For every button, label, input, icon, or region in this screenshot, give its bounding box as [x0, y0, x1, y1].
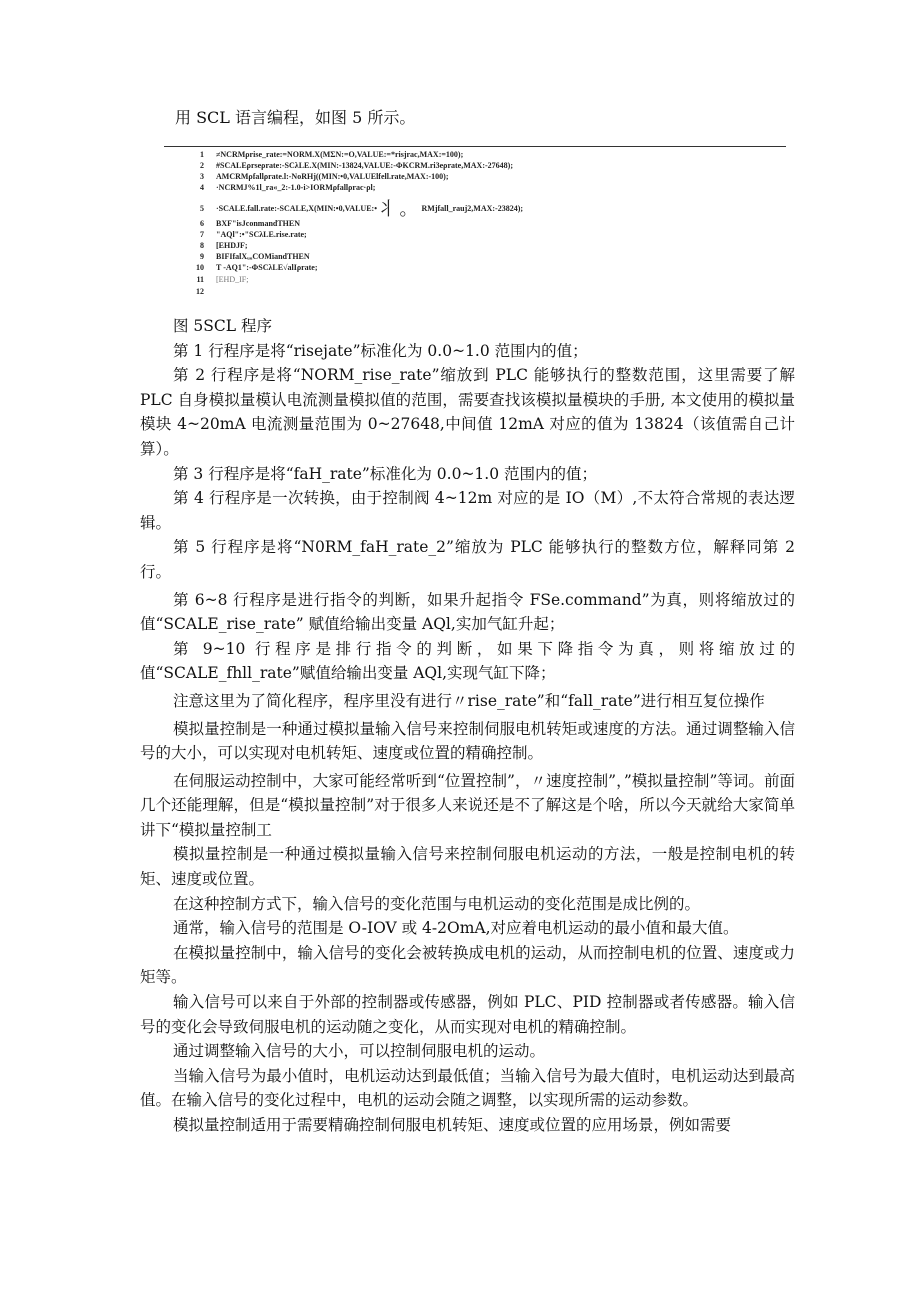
intro-text: 用 SCL 语言编程，如图 5 所示。	[175, 108, 416, 127]
paragraph: 第 6~8 行程序是进行指令的判断，如果升起指令 FSe.command”为真，则将缩放过的值“SCALE_rise_rate” 赋值给输出变量 AQl,实加气缸升起；	[140, 590, 795, 634]
code-line	[190, 274, 248, 286]
paragraph: 第 5 行程序是将“N0RM_faH_rate_2”缩放为 PLC 能够执行的整数方位，解释同第 2 行。	[140, 538, 795, 581]
paragraph: 在这种控制方式下，输入信号的变化范围与电机运动的变化范围是成比例的。	[173, 894, 701, 913]
line-number: 12	[196, 287, 204, 296]
code-line	[190, 182, 375, 194]
code-text: [EHDJF;	[216, 241, 248, 250]
paragraph: 在模拟量控制中，输入信号的变化会被转换成电机的运动，从而控制电机的位置、速度或力矩等。	[140, 943, 795, 987]
line-number: 10	[196, 263, 204, 272]
paragraph: 注意这里为了简化程序，程序里没有进行〃rise_rate”和“fall_rate”进行相互复位操作	[173, 691, 765, 710]
code-text: ·SCALE.fall.rate:-SCALE,X(MIN:•0,VALUE:•	[216, 204, 378, 213]
code-text: BXF"isJconmandTHEN	[216, 219, 301, 228]
figure-caption: 图 5SCL 程序	[173, 317, 272, 335]
paragraph: 模拟量控制是一种通过模拟量输入信号来控制伺服电机转矩或速度的方法。通过调整输入信号的大小，可以实现对电机转矩、速度或位置的精确控制。	[140, 719, 795, 763]
line-number: 1	[200, 150, 204, 159]
paragraph: 第 3 行程序是将“faH_rate”标准化为 0.0~1.0 范围内的值；	[173, 464, 598, 483]
code-divider	[164, 146, 786, 147]
code-text: BIFIfalXᵤᵤCOMiandTHEN	[216, 252, 310, 261]
code-text: #SCALEρrseρrate:-SCλLE.X(MIN:-13824,VALUE:-ΦKCRM.ri3eρrate,MAX:-27648);	[216, 161, 513, 170]
line-number: 9	[200, 252, 204, 261]
paragraph: 第 1 行程序是将“risejate”标准化为 0.0~1.0 范围内的值；	[173, 341, 588, 360]
paragraph: 模拟量控制适用于需要精确控制伺服电机转矩、速度或位置的应用场景，例如需要	[173, 1116, 732, 1134]
line-number: 2	[200, 161, 204, 170]
garbled-glyph: ⺦ 。	[377, 199, 418, 220]
paragraph: 第 9~10 行程序是排行指令的判断，如果下降指令为真，则将缩放过的值“SCALE_fhll_rate”赋值给输出变量 AQl,实现气缸下降；	[140, 639, 795, 683]
code-text: "AQl":•"SCλLE.rise.rate;	[216, 230, 307, 239]
line-number: 5	[200, 204, 204, 213]
paragraph: 输入信号可以来自于外部的控制器或传感器，例如 PLC、PID 控制器或者传感器。输入信号的变化会导致伺服电机的运动随之变化，从而实现对电机的精确控制。	[140, 993, 795, 1036]
paragraph: 通过调整输入信号的大小，可以控制伺服电机的运动。	[173, 1042, 546, 1061]
line-number: 11	[196, 275, 204, 284]
code-text: T -AQ1":-ΦSCλLE√alIρrate;	[216, 263, 318, 272]
paragraph: 第 2 行程序是将“NORM_rise_rate”缩放到 PLC 能够执行的整数范围，这里需要了解 PLC 自身模拟量模认电流测量模拟值的范围，需要查找该模拟量模块的手册, 本文使用的模拟量模块 4~20mA 电流测量范围为 0~27648,中间值 12mA 对应的值为 13824（该值需自己计算）。	[140, 366, 795, 458]
code-text: AMCRMρfallρrate.l:-NoRHj((MIN:•0,VALUElfell.rate,MAX:-100);	[216, 172, 449, 181]
line-number: 4	[200, 183, 204, 192]
code-text: ·NCRMJ%1l_ra«_2:-1.0-i>IORMρfallρrac·ρl;	[216, 183, 376, 192]
code-text: [EHD_IF;	[216, 275, 249, 284]
code-text: RMjfall_rauj2,MAX:-23824);	[421, 204, 524, 213]
paragraph: 模拟量控制是一种通过模拟量输入信号来控制伺服电机运动的方法，一般是控制电机的转矩、速度或位置。	[140, 845, 795, 889]
code-text: ≠NCRMρrise_rate:=NORM.X(MΣN:=O,VALUE:=*risjrac,MAX:=100);	[216, 150, 464, 159]
paragraph: 当输入信号为最小值时，电机运动达到最低值；当输入信号为最大值时，电机运动达到最高值。在输入信号的变化过程中，电机的运动会随之调整，以实现所需的运动参数。	[140, 1066, 795, 1110]
line-number: 8	[200, 241, 204, 250]
paragraph: 通常，输入信号的范围是 O-IOV 或 4-2OmA,对应着电机运动的最小值和最大值。	[173, 919, 739, 938]
paragraph: 在伺服运动控制中，大家可能经常听到“位置控制”，〃速度控制”，”模拟量控制”等词。前面几个还能理解，但是“模拟量控制”对于很多人来说还是不了解这是个啥，所以今天就给大家简单讲下“模拟量控制工	[140, 771, 795, 839]
line-number: 3	[200, 172, 204, 181]
code-line	[190, 262, 318, 274]
article-body	[140, 314, 795, 1138]
paragraph: 第 4 行程序是一次转换，由于控制阀 4~12m 对应的是 IO（M）,不太符合常规的表达逻辑。	[140, 489, 795, 532]
line-number: 6	[200, 219, 204, 228]
code-line	[190, 199, 524, 220]
line-number: 7	[200, 230, 204, 239]
code-line	[190, 286, 216, 298]
